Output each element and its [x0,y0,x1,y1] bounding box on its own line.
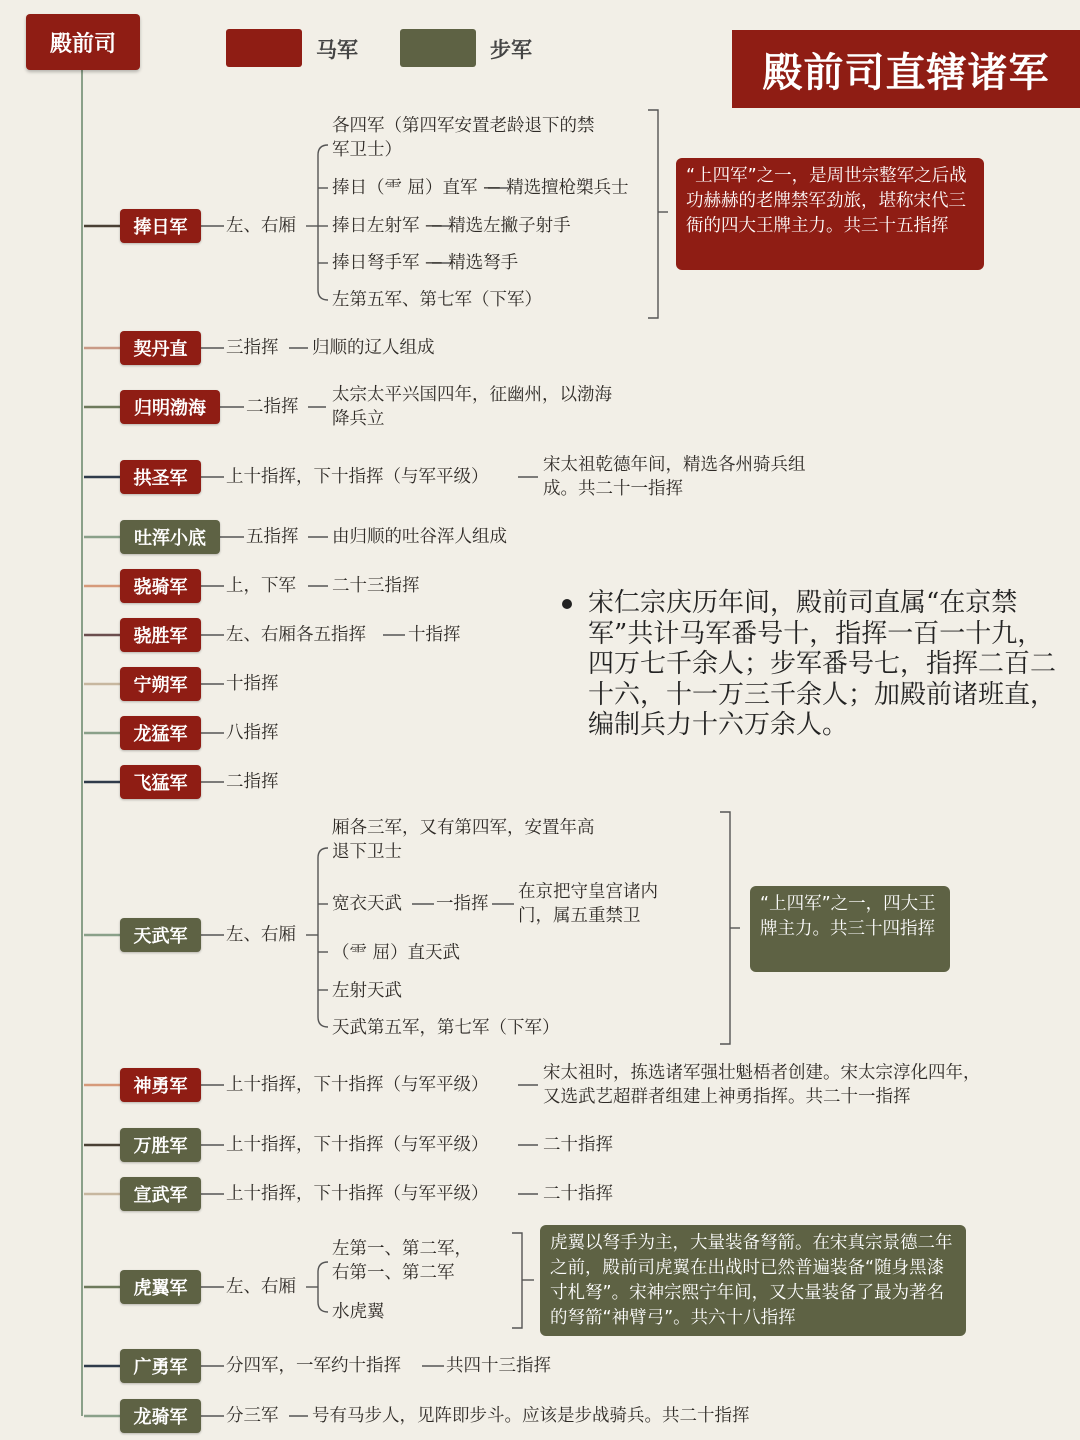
army-box-feimeng: 飞猛军 [120,765,201,799]
legend-cavalry-label: 马军 [316,38,358,62]
root-node: 殿前司 [26,14,140,70]
unit-label: 捧日（⻗ 屈）直军 — 精选擅枪槊兵士 [332,178,629,198]
army-detail: 二指挥 [226,772,279,792]
army-desc: 归顺的辽人组成 [312,338,435,358]
army-box-shenyong: 神勇军 [120,1068,201,1102]
army-desc: 十指挥 [408,625,461,645]
army-desc: 号有马步人，见阵即步斗。应该是步战骑兵。共二十指挥 [312,1406,750,1426]
army-box-ningshuo: 宁朔军 [120,667,201,701]
army-desc: 二十指挥 [543,1135,613,1155]
note-box: “上四军”之一，四大王牌主力。共三十四指挥 [750,886,950,972]
army-detail: 左、右厢 [226,216,296,236]
legend-infantry-label: 步军 [490,38,532,62]
army-desc: 宋太祖乾德年间，精选各州骑兵组成。共二十一指挥 [543,455,806,499]
unit-label: 军卫士） [332,140,402,160]
unit-label: 宽衣天武 [332,894,402,914]
army-box-qidanzhi: 契丹直 [120,331,201,365]
army-detail: 左、右厢 [226,925,296,945]
army-detail: 分三军 [226,1406,279,1426]
army-detail: 上十指挥，下十指挥（与军平级） [226,1135,489,1155]
army-box-xiaosheng: 骁胜军 [120,618,201,652]
army-detail: 分四军，一军约十指挥 [226,1356,401,1376]
army-box-longqi: 龙骑军 [120,1399,201,1433]
army-box-longmeng: 龙猛军 [120,716,201,750]
army-box-wansheng: 万胜军 [120,1128,201,1162]
unit-label: 左第一、第二军， [332,1239,472,1259]
army-box-xiaoqi: 骁骑军 [120,569,201,603]
unit-label: 水虎翼 [332,1302,385,1322]
unit-label: 在京把守皇宫诸内 [518,882,658,902]
army-box-gongsheng: 拱圣军 [120,460,201,494]
army-detail: 十指挥 [226,674,279,694]
unit-label: 各四军（第四军安置老龄退下的禁 [332,116,595,136]
unit-label: 一指挥 [436,894,489,914]
army-box-tianwu: 天武军 [120,918,201,952]
summary-text: 宋仁宗庆历年间，殿前司直属“在京禁军”共计马军番号十，指挥一百一十九，四万七千余人；步军番号七，指挥二百二十六，十一万三千余人；加殿前诸班直，编制兵力十六万余人。 [588,588,1057,740]
army-box-xuanwu: 宣武军 [120,1177,201,1211]
army-box-pengri: 捧日军 [120,209,201,243]
page-title: 殿前司直辖诸军 [732,30,1080,108]
army-detail: 上，下军 [226,576,296,596]
army-desc: 宋太祖时，拣选诸军强壮魁梧者创建。宋太宗淳化四年，又选武艺超群者组建上神勇指挥。共二十一指挥 [543,1063,981,1107]
unit-label: 天武第五军，第七军（下军） [332,1018,560,1038]
army-desc: 二十指挥 [543,1184,613,1204]
army-box-guangyong: 广勇军 [120,1349,201,1383]
legend-infantry-swatch [400,29,476,67]
army-detail: 上十指挥，下十指挥（与军平级） [226,1075,489,1095]
unit-label: 左射天武 [332,981,402,1001]
army-detail: 上十指挥，下十指挥（与军平级） [226,467,489,487]
unit-label: （⻗ 屈）直天武 [332,943,461,963]
army-detail: 二指挥 [246,397,299,417]
unit-label: 退下卫士 [332,842,402,862]
note-box: 虎翼以弩手为主，大量装备弩箭。在宋真宗景德二年之前，殿前司虎翼在出战时已然普遍装备“随身黑漆寸札弩”。宋神宗熙宁年间，又大量装备了最为著名的弩箭“神臂弓”。共六十八指挥 [540,1225,966,1336]
unit-label: 厢各三军，又有第四军，安置年高 [332,818,595,838]
unit-label: 左第五军、第七军（下军） [332,290,542,310]
army-detail: 五指挥 [246,527,299,547]
army-detail: 左、右厢 [226,1277,296,1297]
unit-label: 捧日左射军 — 精选左撇子射手 [332,216,571,236]
army-detail: 上十指挥，下十指挥（与军平级） [226,1184,489,1204]
note-box: “上四军”之一，是周世宗整军之后战功赫赫的老牌禁军劲旅，堪称宋代三衙的四大王牌主力。共三十五指挥 [676,158,984,270]
unit-label: 右第一、第二军 [332,1263,455,1283]
army-desc: 二十三指挥 [332,576,420,596]
army-detail: 左、右厢各五指挥 [226,625,366,645]
unit-label: 捧日弩手军 — 精选弩手 [332,253,519,273]
army-desc: 太宗太平兴国四年，征幽州，以渤海降兵立 [332,385,612,429]
army-box-huyi: 虎翼军 [120,1270,201,1304]
army-detail: 八指挥 [226,723,279,743]
army-desc: 共四十三指挥 [446,1356,551,1376]
army-box-guiming-bohai: 归明渤海 [120,390,220,424]
legend-cavalry-swatch [226,29,302,67]
army-box-tuhun-xiaodi: 吐浑小底 [120,520,220,554]
unit-label: 门，属五重禁卫 [518,906,641,926]
army-desc: 由归顺的吐谷浑人组成 [332,527,507,547]
army-detail: 三指挥 [226,338,279,358]
